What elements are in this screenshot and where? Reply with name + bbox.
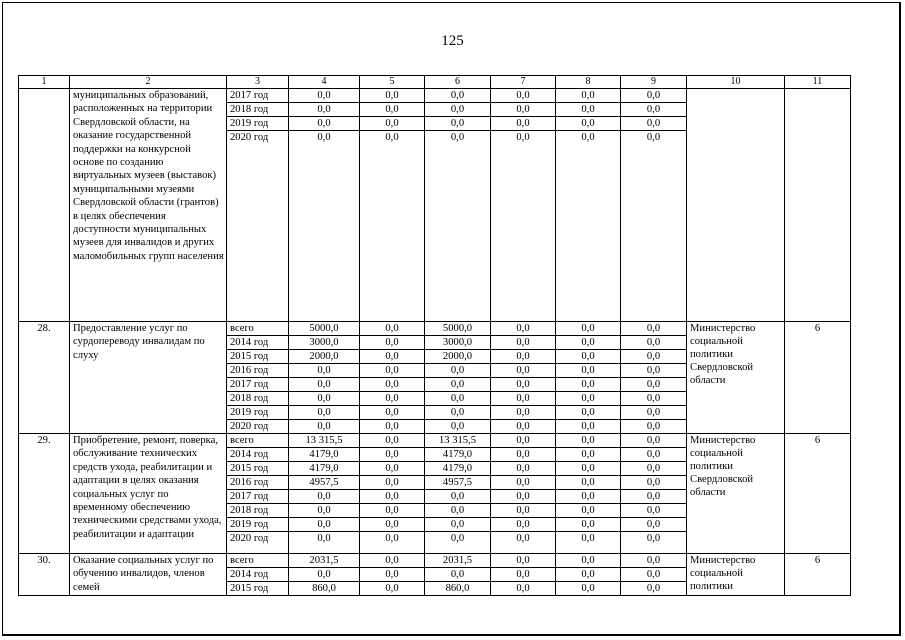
value-cell: 0,0 — [289, 378, 360, 392]
value-cell: 2000,0 — [425, 350, 491, 364]
value-cell: 0,0 — [289, 392, 360, 406]
value-cell: 0,0 — [289, 406, 360, 420]
value-cell: 13 315,5 — [289, 434, 360, 448]
value-cell: 0,0 — [491, 103, 556, 117]
value-cell: 0,0 — [360, 448, 425, 462]
value-cell: 0,0 — [360, 518, 425, 532]
year-cell: 2015 год — [227, 350, 289, 364]
page-number: 125 — [441, 33, 464, 49]
value-cell: 0,0 — [360, 490, 425, 504]
value-cell: 860,0 — [425, 582, 491, 596]
year-cell: всего — [227, 322, 289, 336]
value-cell: 0,0 — [425, 532, 491, 554]
value-cell: 0,0 — [621, 582, 687, 596]
value-cell: 0,0 — [621, 448, 687, 462]
value-cell: 0,0 — [425, 406, 491, 420]
value-cell: 0,0 — [425, 89, 491, 103]
header-cell: 11 — [785, 76, 851, 89]
value-cell: 0,0 — [289, 89, 360, 103]
value-cell: 2031,5 — [289, 554, 360, 568]
value-cell: 0,0 — [491, 89, 556, 103]
value-cell: 0,0 — [621, 89, 687, 103]
value-cell: 0,0 — [556, 490, 621, 504]
value-cell: 0,0 — [289, 117, 360, 131]
value-cell: 860,0 — [289, 582, 360, 596]
year-cell: 2015 год — [227, 462, 289, 476]
value-cell: 0,0 — [556, 532, 621, 554]
value-cell: 0,0 — [621, 117, 687, 131]
value-cell: 0,0 — [491, 462, 556, 476]
value-cell: 0,0 — [621, 406, 687, 420]
table-row — [19, 434, 851, 448]
value-cell: 0,0 — [360, 462, 425, 476]
value-cell: 0,0 — [491, 117, 556, 131]
row-number: 29. — [19, 434, 70, 554]
value-cell: 0,0 — [556, 378, 621, 392]
value-cell: 0,0 — [491, 434, 556, 448]
value-cell: 0,0 — [425, 378, 491, 392]
table-row — [19, 89, 851, 103]
value-cell: 0,0 — [360, 103, 425, 117]
value-cell: 0,0 — [621, 336, 687, 350]
value-cell: 0,0 — [556, 117, 621, 131]
value-cell: 0,0 — [556, 476, 621, 490]
value-cell: 0,0 — [621, 568, 687, 582]
value-cell: 0,0 — [491, 448, 556, 462]
value-cell: 0,0 — [621, 476, 687, 490]
value-cell: 4179,0 — [425, 448, 491, 462]
value-cell: 0,0 — [360, 364, 425, 378]
value-cell: 0,0 — [556, 568, 621, 582]
year-cell: 2016 год — [227, 364, 289, 378]
value-cell: 0,0 — [425, 103, 491, 117]
value-cell: 0,0 — [556, 448, 621, 462]
year-cell: 2018 год — [227, 392, 289, 406]
value-cell: 0,0 — [491, 518, 556, 532]
value-cell: 0,0 — [289, 532, 360, 554]
value-cell: 0,0 — [556, 364, 621, 378]
value-cell: 0,0 — [556, 350, 621, 364]
year-cell: 2017 год — [227, 378, 289, 392]
value-cell: 0,0 — [621, 518, 687, 532]
value-cell: 0,0 — [491, 131, 556, 322]
value-cell: 0,0 — [556, 322, 621, 336]
value-cell: 0,0 — [425, 518, 491, 532]
value-cell: 0,0 — [289, 490, 360, 504]
row-number: 28. — [19, 322, 70, 434]
value-cell: 0,0 — [556, 462, 621, 476]
year-cell: 2017 год — [227, 89, 289, 103]
value-cell: 3000,0 — [289, 336, 360, 350]
value-cell: 4179,0 — [289, 448, 360, 462]
value-cell: 0,0 — [425, 117, 491, 131]
col11-cell: 6 — [785, 554, 851, 596]
value-cell: 0,0 — [425, 364, 491, 378]
value-cell: 0,0 — [360, 336, 425, 350]
value-cell: 4179,0 — [425, 462, 491, 476]
value-cell: 0,0 — [360, 117, 425, 131]
value-cell: 0,0 — [556, 89, 621, 103]
value-cell: 0,0 — [425, 392, 491, 406]
header-cell: 10 — [687, 76, 785, 89]
year-cell: 2014 год — [227, 336, 289, 350]
col11-cell: 6 — [785, 434, 851, 554]
year-cell: всего — [227, 554, 289, 568]
year-cell: 2016 год — [227, 476, 289, 490]
value-cell: 0,0 — [556, 554, 621, 568]
value-cell: 0,0 — [289, 364, 360, 378]
responsible-cell — [687, 89, 785, 322]
responsible-cell: Министерство социальной политики — [687, 554, 785, 596]
table-row — [19, 554, 851, 568]
value-cell: 0,0 — [556, 504, 621, 518]
col11-cell: 6 — [785, 322, 851, 434]
value-cell: 0,0 — [360, 89, 425, 103]
value-cell: 0,0 — [425, 490, 491, 504]
value-cell: 0,0 — [360, 504, 425, 518]
year-cell: 2017 год — [227, 490, 289, 504]
value-cell: 0,0 — [556, 103, 621, 117]
year-cell: 2014 год — [227, 448, 289, 462]
value-cell: 0,0 — [425, 420, 491, 434]
value-cell: 0,0 — [289, 131, 360, 322]
year-cell: 2020 год — [227, 420, 289, 434]
value-cell: 0,0 — [360, 322, 425, 336]
value-cell: 0,0 — [360, 378, 425, 392]
value-cell: 5000,0 — [289, 322, 360, 336]
value-cell: 0,0 — [621, 434, 687, 448]
year-cell: 2014 год — [227, 568, 289, 582]
value-cell: 0,0 — [621, 131, 687, 322]
value-cell: 0,0 — [289, 103, 360, 117]
value-cell: 0,0 — [360, 406, 425, 420]
value-cell: 2031,5 — [425, 554, 491, 568]
value-cell: 0,0 — [556, 336, 621, 350]
value-cell: 0,0 — [491, 568, 556, 582]
value-cell: 0,0 — [360, 568, 425, 582]
value-cell: 0,0 — [289, 420, 360, 434]
table-row — [19, 322, 851, 336]
value-cell: 0,0 — [556, 434, 621, 448]
value-cell: 0,0 — [491, 420, 556, 434]
header-cell: 1 — [19, 76, 70, 89]
description-cell: муниципальных образований, расположенных на территории Свердловской области, на оказание государственной поддержки на конкурсной основе по созданию виртуальных музеев (выставок) муниципальными музеями Свердловской области (грантов) в целях обеспечения доступности муниципальных музеев для инвалидов и других маломобильных групп населения — [70, 89, 227, 322]
value-cell: 0,0 — [621, 322, 687, 336]
header-cell: 4 — [289, 76, 360, 89]
value-cell: 0,0 — [491, 490, 556, 504]
value-cell: 5000,0 — [425, 322, 491, 336]
header-cell: 8 — [556, 76, 621, 89]
description-cell: Приобретение, ремонт, поверка, обслуживание технических средств ухода, реабилитации и адаптации в целях оказания социальных услуг по временному обеспечению техническими средствами ухода, реабилитации и адаптации — [70, 434, 227, 554]
value-cell: 2000,0 — [289, 350, 360, 364]
header-cell: 5 — [360, 76, 425, 89]
responsible-cell: Министерство социальной политики Свердловской области — [687, 434, 785, 554]
value-cell: 0,0 — [621, 532, 687, 554]
value-cell: 0,0 — [491, 504, 556, 518]
value-cell: 0,0 — [425, 568, 491, 582]
value-cell: 0,0 — [621, 392, 687, 406]
value-cell: 0,0 — [621, 350, 687, 364]
value-cell: 0,0 — [491, 476, 556, 490]
year-cell: 2019 год — [227, 117, 289, 131]
value-cell: 0,0 — [360, 392, 425, 406]
value-cell: 3000,0 — [425, 336, 491, 350]
value-cell: 0,0 — [621, 490, 687, 504]
value-cell: 4179,0 — [289, 462, 360, 476]
description-cell: Оказание социальных услуг по обучению инвалидов, членов семей — [70, 554, 227, 596]
table-body — [19, 76, 851, 596]
description-cell: Предоставление услуг по сурдопереводу инвалидам по слуху — [70, 322, 227, 434]
value-cell: 0,0 — [491, 336, 556, 350]
value-cell: 0,0 — [556, 518, 621, 532]
year-cell: 2018 год — [227, 103, 289, 117]
value-cell: 0,0 — [491, 322, 556, 336]
value-cell: 0,0 — [491, 406, 556, 420]
year-cell: 2019 год — [227, 518, 289, 532]
value-cell: 0,0 — [360, 476, 425, 490]
value-cell: 4957,5 — [425, 476, 491, 490]
value-cell: 0,0 — [360, 131, 425, 322]
value-cell: 0,0 — [360, 582, 425, 596]
value-cell: 0,0 — [556, 420, 621, 434]
col11-cell — [785, 89, 851, 322]
year-cell: 2019 год — [227, 406, 289, 420]
header-cell: 7 — [491, 76, 556, 89]
value-cell: 0,0 — [360, 554, 425, 568]
value-cell: 0,0 — [491, 532, 556, 554]
responsible-cell: Министерство социальной политики Свердловской области — [687, 322, 785, 434]
value-cell: 0,0 — [360, 420, 425, 434]
value-cell: 0,0 — [621, 554, 687, 568]
value-cell: 0,0 — [491, 554, 556, 568]
value-cell: 0,0 — [289, 504, 360, 518]
value-cell: 0,0 — [425, 131, 491, 322]
value-cell: 0,0 — [289, 568, 360, 582]
year-cell: 2020 год — [227, 532, 289, 554]
row-number — [19, 89, 70, 322]
value-cell: 0,0 — [621, 504, 687, 518]
value-cell: 0,0 — [491, 378, 556, 392]
value-cell: 0,0 — [621, 103, 687, 117]
row-number: 30. — [19, 554, 70, 596]
value-cell: 0,0 — [425, 504, 491, 518]
value-cell: 0,0 — [621, 364, 687, 378]
value-cell: 0,0 — [360, 434, 425, 448]
value-cell: 0,0 — [556, 406, 621, 420]
value-cell: 0,0 — [621, 420, 687, 434]
value-cell: 0,0 — [556, 131, 621, 322]
value-cell: 0,0 — [556, 582, 621, 596]
value-cell: 4957,5 — [289, 476, 360, 490]
value-cell: 0,0 — [491, 350, 556, 364]
value-cell: 0,0 — [621, 378, 687, 392]
value-cell: 13 315,5 — [425, 434, 491, 448]
value-cell: 0,0 — [289, 518, 360, 532]
value-cell: 0,0 — [621, 462, 687, 476]
header-cell: 9 — [621, 76, 687, 89]
year-cell: 2015 год — [227, 582, 289, 596]
header-cell: 3 — [227, 76, 289, 89]
value-cell: 0,0 — [556, 392, 621, 406]
value-cell: 0,0 — [491, 364, 556, 378]
year-cell: всего — [227, 434, 289, 448]
value-cell: 0,0 — [360, 532, 425, 554]
value-cell: 0,0 — [360, 350, 425, 364]
header-row — [19, 76, 851, 89]
header-cell: 6 — [425, 76, 491, 89]
year-cell: 2020 год — [227, 131, 289, 322]
program-table — [18, 75, 851, 596]
year-cell: 2018 год — [227, 504, 289, 518]
value-cell: 0,0 — [491, 582, 556, 596]
header-cell: 2 — [70, 76, 227, 89]
value-cell: 0,0 — [491, 392, 556, 406]
